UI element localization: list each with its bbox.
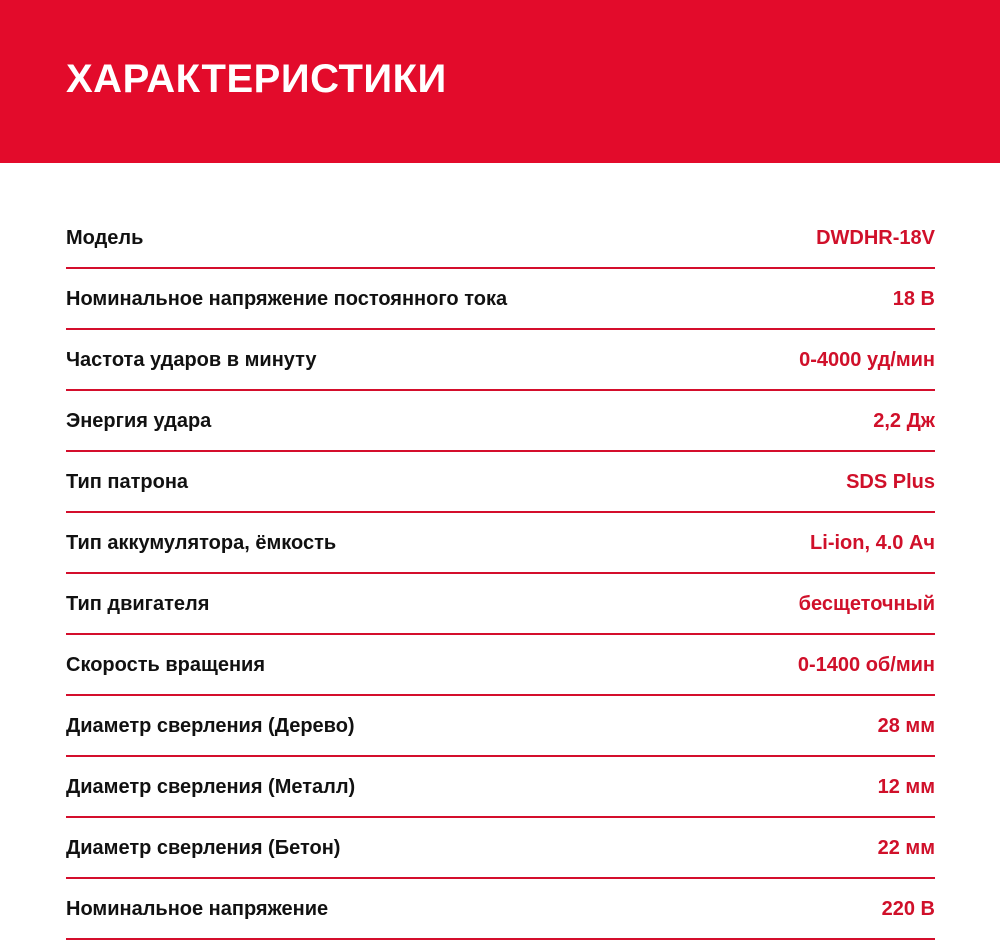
spec-value: DWDHR-18V [816, 227, 935, 249]
spec-value: 2,2 Дж [873, 410, 935, 432]
spec-label: Тип патрона [66, 471, 189, 493]
page-title: ХАРАКТЕРИСТИКИ [66, 57, 447, 101]
spec-row-rated-voltage [66, 879, 935, 940]
spec-value: бесщеточный [798, 593, 935, 615]
spec-row-model [66, 208, 935, 269]
spec-row-rotation-speed [66, 635, 935, 696]
spec-label: Диаметр сверления (Металл) [66, 776, 356, 798]
spec-row-drill-concrete [66, 818, 935, 879]
spec-label: Модель [66, 227, 144, 249]
spec-value: 28 мм [877, 715, 935, 737]
spec-label: Номинальное напряжение постоянного тока [66, 288, 508, 310]
spec-row-motor-type [66, 574, 935, 635]
spec-row-battery [66, 513, 935, 574]
spec-label: Диаметр сверления (Дерево) [66, 715, 355, 737]
spec-label: Тип двигателя [66, 593, 210, 615]
spec-label: Частота ударов в минуту [66, 349, 317, 371]
spec-value: Li-ion, 4.0 Ач [810, 532, 935, 554]
spec-value: 22 мм [877, 837, 935, 859]
spec-row-chuck-type [66, 452, 935, 513]
spec-label: Диаметр сверления (Бетон) [66, 837, 341, 859]
spec-label: Номинальное напряжение [66, 898, 329, 920]
spec-value: 220 В [881, 898, 935, 920]
spec-value: SDS Plus [846, 471, 935, 493]
spec-value: 0-1400 об/мин [797, 654, 935, 676]
header-banner [0, 0, 1000, 163]
spec-value: 18 В [892, 288, 935, 310]
spec-value: 0-4000 уд/мин [799, 349, 935, 371]
spec-label: Скорость вращения [66, 654, 266, 676]
specs-table [66, 208, 935, 940]
spec-value: 12 мм [877, 776, 935, 798]
spec-row-impact-rate [66, 330, 935, 391]
spec-row-drill-wood [66, 696, 935, 757]
spec-row-dc-voltage [66, 269, 935, 330]
spec-row-drill-metal [66, 757, 935, 818]
spec-label: Энергия удара [66, 410, 212, 432]
spec-label: Тип аккумулятора, ёмкость [66, 532, 337, 554]
spec-row-impact-energy [66, 391, 935, 452]
